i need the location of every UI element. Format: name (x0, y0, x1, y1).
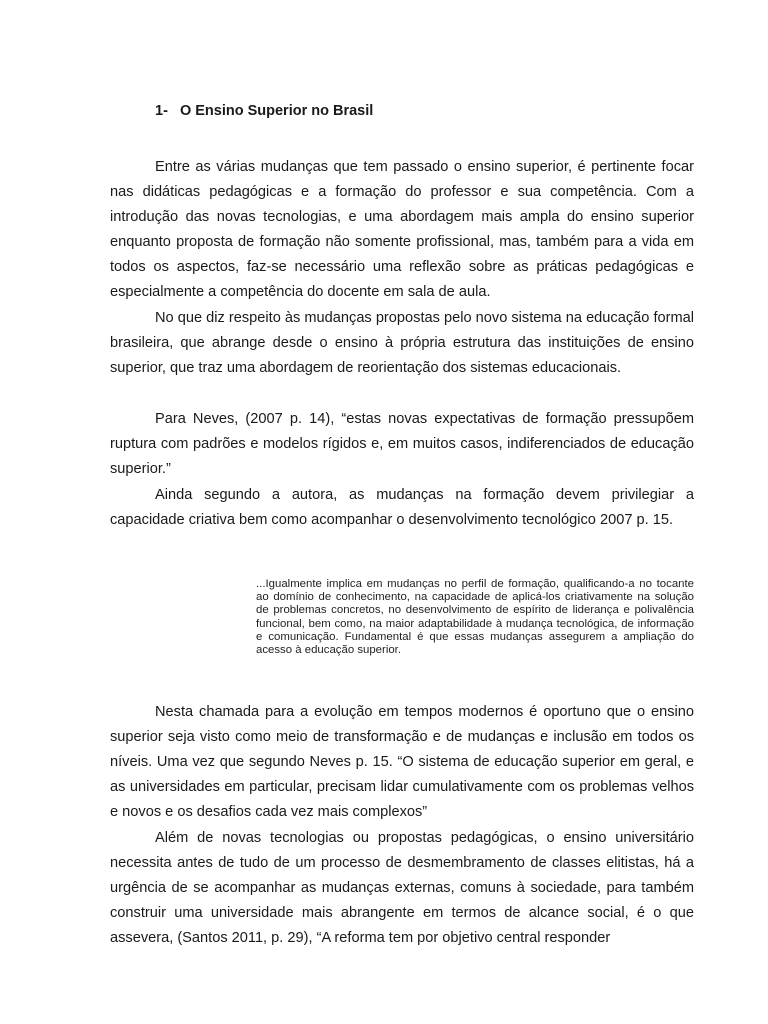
paragraph-text: Entre as várias mudanças que tem passado o ensino superior, é pertinente focar nas didáticas pedagógicas e a formação do professor e sua competência. Com a introdução das novas tecnologias, e uma abordagem mais ampla do ensino superior enquanto proposta de formação não somente profissional, mas, também para a vida em todos os aspectos, faz-se necessário uma reflexão sobre as práticas pedagógicas e especialmente a competência do docente em sala de aula. (110, 159, 694, 301)
paragraph-3 (110, 407, 694, 482)
paragraph-text: No que diz respeito às mudanças propostas pelo novo sistema na educação formal brasileira, que abrange desde o ensino à própria estrutura das instituições de ensino superior, que traz uma abordagem de reorientação dos sistemas educacionais. (110, 310, 694, 377)
paragraph-2 (110, 306, 694, 381)
paragraph-4 (110, 483, 694, 533)
paragraph-1 (110, 155, 694, 306)
paragraph-text: Para Neves, (2007 p. 14), “estas novas expectativas de formação pressupõem ruptura com padrões e modelos rígidos e, em muitos casos, indiferenciados de educação superior.” (110, 411, 694, 478)
paragraph-6 (110, 826, 694, 951)
paragraph-text: Nesta chamada para a evolução em tempos modernos é oportuno que o ensino superior seja visto como meio de transformação e de mudanças e inclusão em todos os níveis. Uma vez que segundo Neves p. 15. “O sistema de educação superior em geral, e as universidades em particular, precisam lidar cumulativamente com os problemas velhos e novos e os desafios cada vez mais complexos” (110, 704, 694, 821)
section-number: 1- (155, 103, 168, 119)
section-heading (155, 103, 373, 119)
block-quote: ...Igualmente implica em mudanças no perfil de formação, qualificando-a no tocante ao domínio de conhecimento, na capacidade de aplicá-los criativamente na solução de problemas concretos, no desenvolvimento de espírito de liderança e polivalência funcional, bem como, na maior adaptabilidade à mudança tecnológica, de informação e comunicação. Fundamental é que essas mudanças assegurem a ampliação do acesso à educação superior. (256, 578, 694, 657)
section-title: O Ensino Superior no Brasil (179, 103, 374, 119)
paragraph-text: Ainda segundo a autora, as mudanças na formação devem privilegiar a capacidade criativa bem como acompanhar o desenvolvimento tecnológico 2007 p. 15. (110, 487, 694, 529)
paragraph-5 (110, 700, 694, 825)
paragraph-text: Além de novas tecnologias ou propostas pedagógicas, o ensino universitário necessita antes de tudo de um processo de desmembramento de classes elitistas, há a urgência de se acompanhar as mudanças externas, comuns à sociedade, para também construir uma universidade mais abrangente em termos de alcance social, é o que assevera, (Santos 2011, p. 29), “A reforma tem por objetivo central responder (110, 830, 694, 947)
